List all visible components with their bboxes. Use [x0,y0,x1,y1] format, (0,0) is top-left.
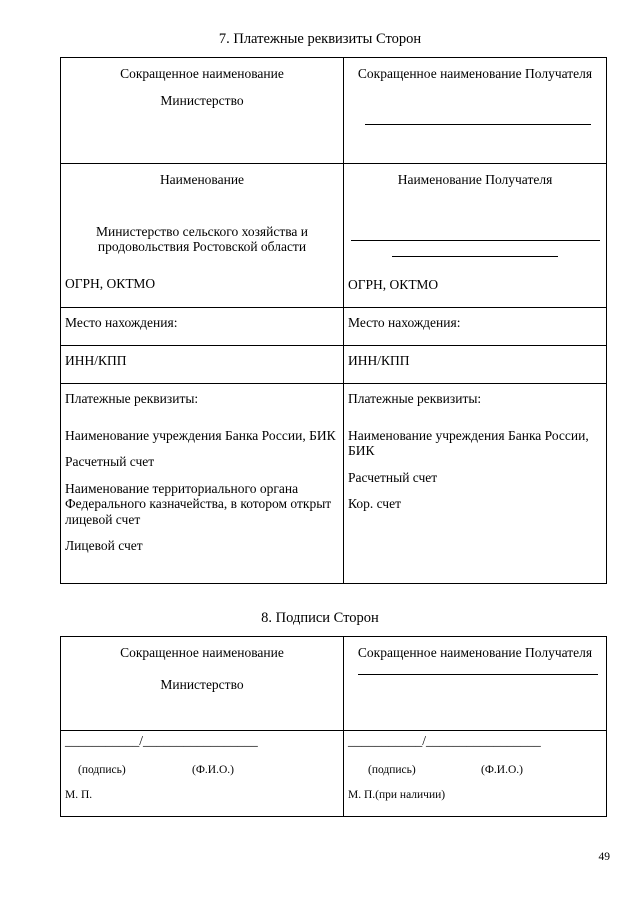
recipient-stamp-label: М. П.(при наличии) [348,788,446,801]
recipient-location-label: Место нахождения: [344,308,607,346]
section-7-title: 7. Платежные реквизиты Сторон [218,31,422,47]
recipient-signature-captions [348,763,602,777]
recipient-corr-account-label: Кор. счет [348,496,401,511]
payment-details-table [60,57,607,584]
recipient-bank-name-bik-label: Наименование учреждения Банка России, БИК [348,427,589,458]
ministry-signature-cell [61,731,344,817]
recipient-payment-details-label: Платежные реквизиты: [348,391,482,406]
fio-caption: (Ф.И.О.) [192,763,234,776]
ministry-payment-cell [61,384,344,584]
recipient-signature-line[interactable]: ___________/_________________ [348,733,541,748]
sign-short-name-label: Сокращенное наименование [120,645,284,660]
payment-details-label: Платежные реквизиты: [65,391,199,406]
recipient-payment-cell [344,384,607,584]
recipient-name-blank-2[interactable] [392,256,558,257]
stamp-label: М. П. [65,788,93,801]
recipient-signature-cell [344,731,607,817]
recipient-short-name-label: Сокращенное наименование Получателя [357,66,593,81]
ogrn-oktmo-label: ОГРН, ОКТМО [65,275,156,291]
treasury-body-label: Наименование территориального органа Федерального казначейства, в котором открыт лицевой счет [65,480,332,527]
sign-ministry-short-name: Министерство [160,676,244,692]
recipient-signature-caption: (подпись) [368,763,416,776]
location-label: Место нахождения: [61,308,344,346]
sign-recipient-short-name-label: Сокращенное наименование Получателя [357,645,593,660]
personal-account-label: Лицевой счет [65,538,143,553]
recipient-short-name-cell [344,58,607,164]
ministry-signature-line[interactable]: ___________/_________________ [65,733,258,748]
ministry-name-cell [61,164,344,308]
recipient-name-label: Наименование Получателя [397,172,553,187]
ministry-short-name-cell [61,58,344,164]
inn-kpp-label: ИНН/КПП [61,346,344,384]
ministry-signature-captions [65,763,339,777]
signature-caption: (подпись) [78,763,126,776]
page-number: 49 [598,851,610,863]
ministry-signature-header-cell [61,637,344,731]
recipient-settlement-account-label: Расчетный счет [348,469,438,485]
recipient-signature-header-cell [344,637,607,731]
recipient-short-name-blank[interactable] [365,124,591,125]
ministry-short-name: Министерство [160,92,244,108]
recipient-inn-kpp-label: ИНН/КПП [344,346,607,384]
bank-name-bik-label: Наименование учреждения Банка России, БИК [65,427,336,443]
short-name-label: Сокращенное наименование [120,66,284,81]
ministry-full-name: Министерство сельского хозяйства и продовольствия Ростовской области [95,223,309,254]
signatures-table [60,636,607,817]
recipient-name-cell [344,164,607,308]
recipient-name-blank-1[interactable] [351,240,600,241]
name-label: Наименование [159,172,245,187]
recipient-fio-caption: (Ф.И.О.) [481,763,523,776]
recipient-ogrn-oktmo-label: ОГРН, ОКТМО [348,276,439,292]
section-8-title: 8. Подписи Сторон [261,610,379,626]
settlement-account-label: Расчетный счет [65,454,155,469]
sign-recipient-short-name-blank[interactable] [358,674,598,675]
